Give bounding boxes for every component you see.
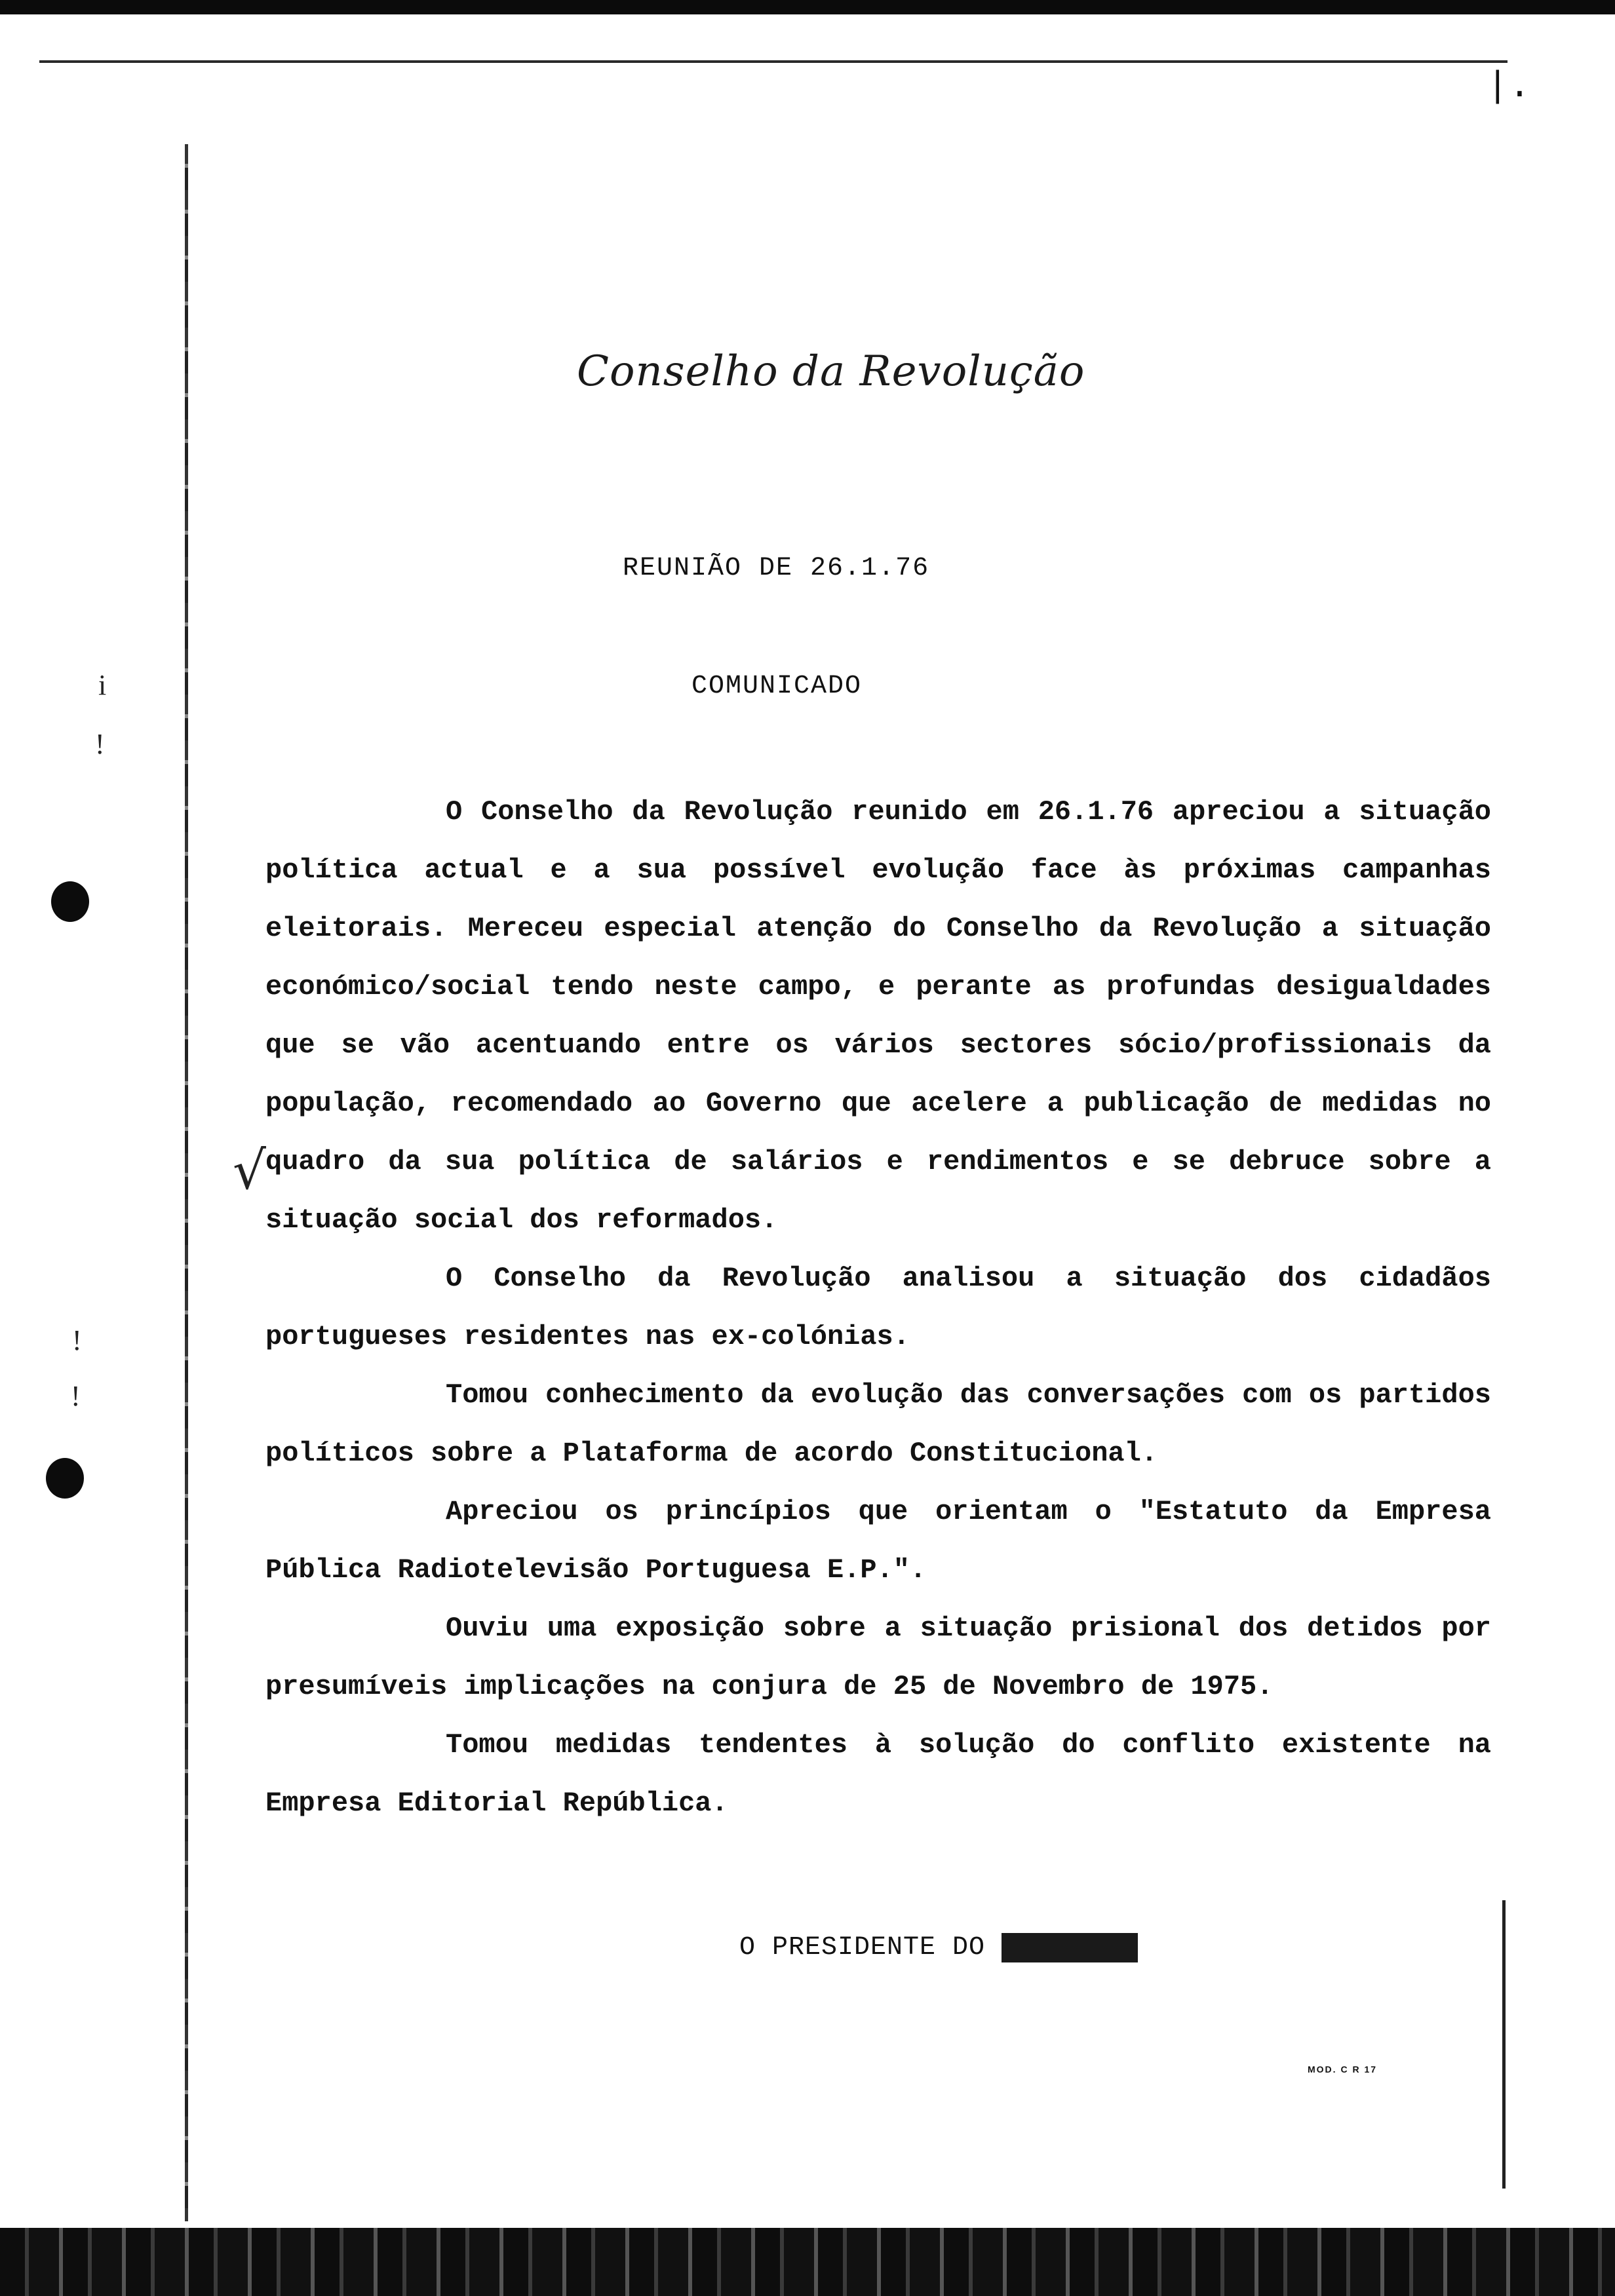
paragraph: Tomou conhecimento da evolução das conversações com os partidos políticos sobre a Plataforma de acordo Constitucional. (265, 1379, 1491, 1469)
right-edge-rule (1502, 1900, 1506, 2189)
scan-bottom-border (0, 2228, 1615, 2296)
check-mark-icon: √ (233, 1140, 266, 1201)
margin-mark: i (98, 669, 107, 701)
binding-edge-rule (185, 144, 188, 2221)
corner-tick-mark: |. (1487, 66, 1531, 107)
paragraph: Tomou medidas tendentes à solução do conflito existente na Empresa Editorial República. (265, 1729, 1491, 1819)
scan-top-border (0, 0, 1615, 14)
margin-mark: ! (72, 1324, 82, 1356)
paragraph: O Conselho da Revolução analisou a situação dos cidadãos portugueses residentes nas ex-colónias. (265, 1263, 1491, 1352)
document-type: COMUNICADO (691, 672, 863, 701)
margin-mark: ! (71, 1380, 81, 1412)
paragraph: Apreciou os princípios que orientam o "Estatuto da Empresa Pública Radiotelevisão Portuguesa E.P.". (265, 1496, 1491, 1586)
signature-line (739, 1933, 1138, 1962)
punch-hole-mark (46, 1458, 84, 1499)
paragraph: Ouviu uma exposição sobre a situação prisional dos detidos por presumíveis implicações na conjura de 25 de Novembro de 1975. (265, 1613, 1491, 1702)
margin-mark: ! (95, 728, 105, 760)
signature-prefix: O PRESIDENTE DO (739, 1933, 986, 1962)
form-code: MOD. C R 17 (1308, 2064, 1378, 2075)
struck-out-word (1002, 1933, 1138, 1962)
punch-hole-mark (51, 881, 89, 922)
meeting-title: REUNIÃO DE 26.1.76 (623, 554, 930, 583)
letterhead: Conselho da Revolução (577, 347, 1085, 396)
communique-body (265, 783, 1491, 1833)
paragraph: O Conselho da Revolução reunido em 26.1.76 apreciou a situação política actual e a sua possível evolução face às próximas campanhas eleitorais. Mereceu especial atenção do Conselho da Revolução a situação económico/social tendo neste campo, e perante as profundas desigualdades que se vão acentuando entre os vários sectores sócio/profissionais da população, recomendado ao Governo que acelere a publicação de medidas no quadro da sua política de salários e rendimentos e se debruce sobre a situação social dos reformados. (265, 796, 1491, 1236)
scan-top-rule (39, 60, 1508, 63)
